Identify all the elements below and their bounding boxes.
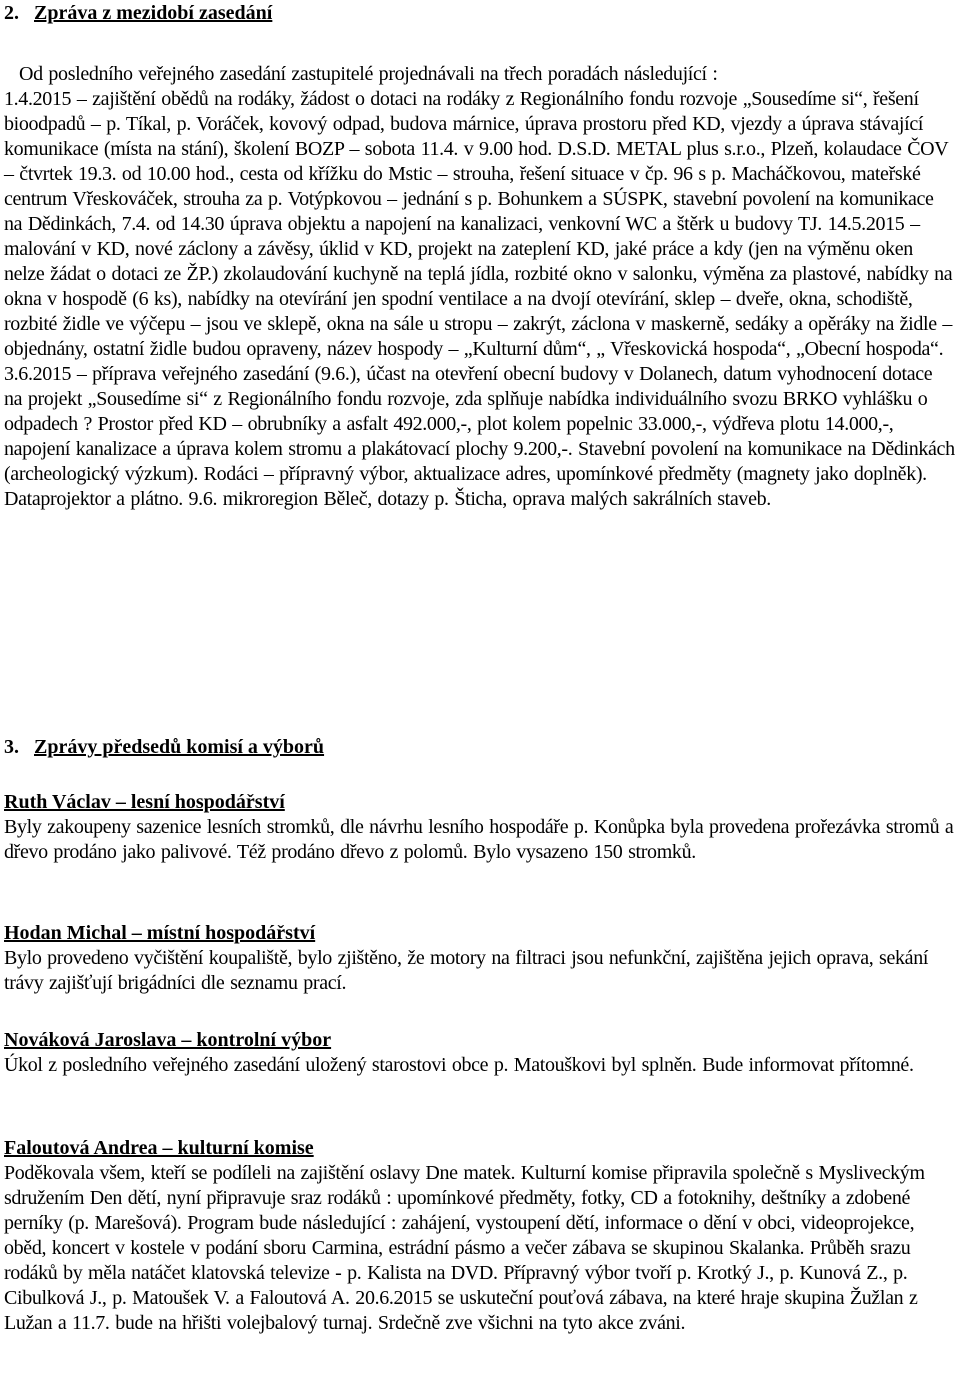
report-heading: Hodan Michal – místní hospodářství [4, 922, 316, 944]
section-2-title: Zpráva z mezidobí zasedání [34, 2, 273, 24]
report-culture-committee [4, 1136, 956, 1336]
report-text: Poděkovala všem, kteří se podíleli na zajištění oslavy Dne matek. Kulturní komise připravila společně s Mysliveckým sdružením Den dětí, nyní připravuje sraz rodáků : upomínkové předměty, fotky, CD a fotoknihy, deštníky a zdobené perníky (p. Marešová). Program bude následující : zahájení, vystoupení dětí, informace o dění v obci, videoprojekce, oběd, koncert v kostele v podání sboru Carmina, estrádní pásmo a večer zábava se skupinou Skalanka. Průběh srazu rodáků by měla natáčet klatovská televize - p. Kalista na DVD. Přípravný výbor tvoří p. Krotký J., p. Kunová Z., p. Cibulková J., p. Matoušek V. a Faloutová A. 20.6.2015 se uskuteční pouťová zábava, na které hraje skupina Žužlan z Lužan a 11.7. bude na hřišti volejbalový turnaj. Srdečně zve všichni na tyto akce zváni. [4, 1162, 925, 1334]
section-2 [4, 0, 956, 26]
report-text: Byly zakoupeny sazenice lesních stromků, dle návrhu lesního hospodáře p. Konůpka byla provedena prořezávka stromů a dřevo prodáno jako palivové. Též prodáno dřevo z polomů. Bylo vysazeno 150 stromků. [4, 816, 954, 863]
report-audit-committee [4, 1028, 956, 1078]
report-heading: Faloutová Andrea – kulturní komise [4, 1137, 314, 1159]
section-2-number: 2. [4, 2, 19, 24]
section-3-number: 3. [4, 736, 19, 758]
report-forestry [4, 790, 956, 865]
section-3 [4, 734, 956, 760]
report-local-economy [4, 921, 956, 996]
section-3-heading [4, 734, 956, 760]
report-text: Úkol z posledního veřejného zasedání uložený starostovi obce p. Matouškovi byl splněn. Bude informovat přítomné. [4, 1054, 914, 1076]
report-text: Bylo provedeno vyčištění koupaliště, bylo zjištěno, že motory na filtraci jsou nefunkční, zajištěna jejich oprava, sekání trávy zajišťují brigádníci dle seznamu prací. [4, 947, 929, 994]
report-heading: Ruth Václav – lesní hospodářství [4, 791, 285, 813]
section-2-intro: Od posledního veřejného zasedání zastupitelé projednávali na třech poradách následující : [19, 63, 718, 85]
section-2-heading [4, 0, 956, 26]
section-2-report: 1.4.2015 – zajištění obědů na rodáky, žádost o dotaci na rodáky z Regionálního fondu rozvoje „Sousedíme si“, řešení bioodpadů – p. Tíkal, p. Voráček, kovový odpad, budova márnice, úprava prostoru před KD, vjezdy a úprava stávající komunikace (místa na stání), školení BOZP – sobota 11.4. v 9.00 hod. D.S.D. METAL plus s.r.o., Plzeň, kolaudace ČOV – čtvrtek 19.3. od 10.00 hod., cesta od křížku do Mstic – strouha, řešení situace v čp. 96 s p. Macháčkovou, mateřské centrum Vřeskováček, strouha za p. Votýpkovou – jednání s p. Bohunkem a SÚSPK, stavební povolení na komunikace na Dědinkách, 7.4. od 14.30 úprava objektu a napojení na kanalizaci, venkovní WC a štěrk u budovy TJ. 14.5.2015 – malování v KD, nové záclony a závěsy, úklid v KD, projekt na zateplení KD, jaké práce a kdy (jen na výměnu oken nelze žádat o dotaci ze ŽP.) zkolaudování kuchyně na teplá jídla, rozbité okno v salonku, výměna za plastové, nabídky na okna v hospodě (6 ks), nabídky na otevírání jen spodní ventilace a na dvojí otevírání, sklep – dveře, okna, schodiště, rozbité židle ve výčepu – jsou ve sklepě, okna na sále u stropu – zakrýt, záclona v maskerně, sedáky a opěráky na židle – objednány, ostatní židle budou opraveny, název hospody – „Kulturní dům“, „ Vřeskovická hospoda“, „Obecní hospoda“. [4, 88, 953, 360]
section-3-title: Zprávy předsedů komisí a výborů [34, 736, 325, 758]
report-heading: Nováková Jaroslava – kontrolní výbor [4, 1029, 332, 1051]
section-2-body [4, 62, 956, 512]
section-2-report-2: 3.6.2015 – příprava veřejného zasedání (9.6.), účast na otevření obecní budovy v Dolanech, datum vyhodnocení dotace na projekt „Sousedíme si“ z Regionálního fondu rozvoje, zda splňuje nabídka individuálního svozu BRKO vyhlášku o odpadech ? Prostor před KD – obrubníky a asfalt 492.000,-, plot kolem popelnic 33.000,-, výdřeva plotu 14.000,-, napojení kanalizace a úprava kolem stromu a plakátovací plochy 9.200,-. Stavební povolení na komunikace na Dědinkách (archeologický výzkum). Rodáci – přípravný výbor, aktualizace adres, upomínkové předměty (magnety jako doplněk). Dataprojektor a plátno. 9.6. mikroregion Běleč, dotazy p. Šticha, oprava malých sakrálních staveb. [4, 363, 955, 510]
